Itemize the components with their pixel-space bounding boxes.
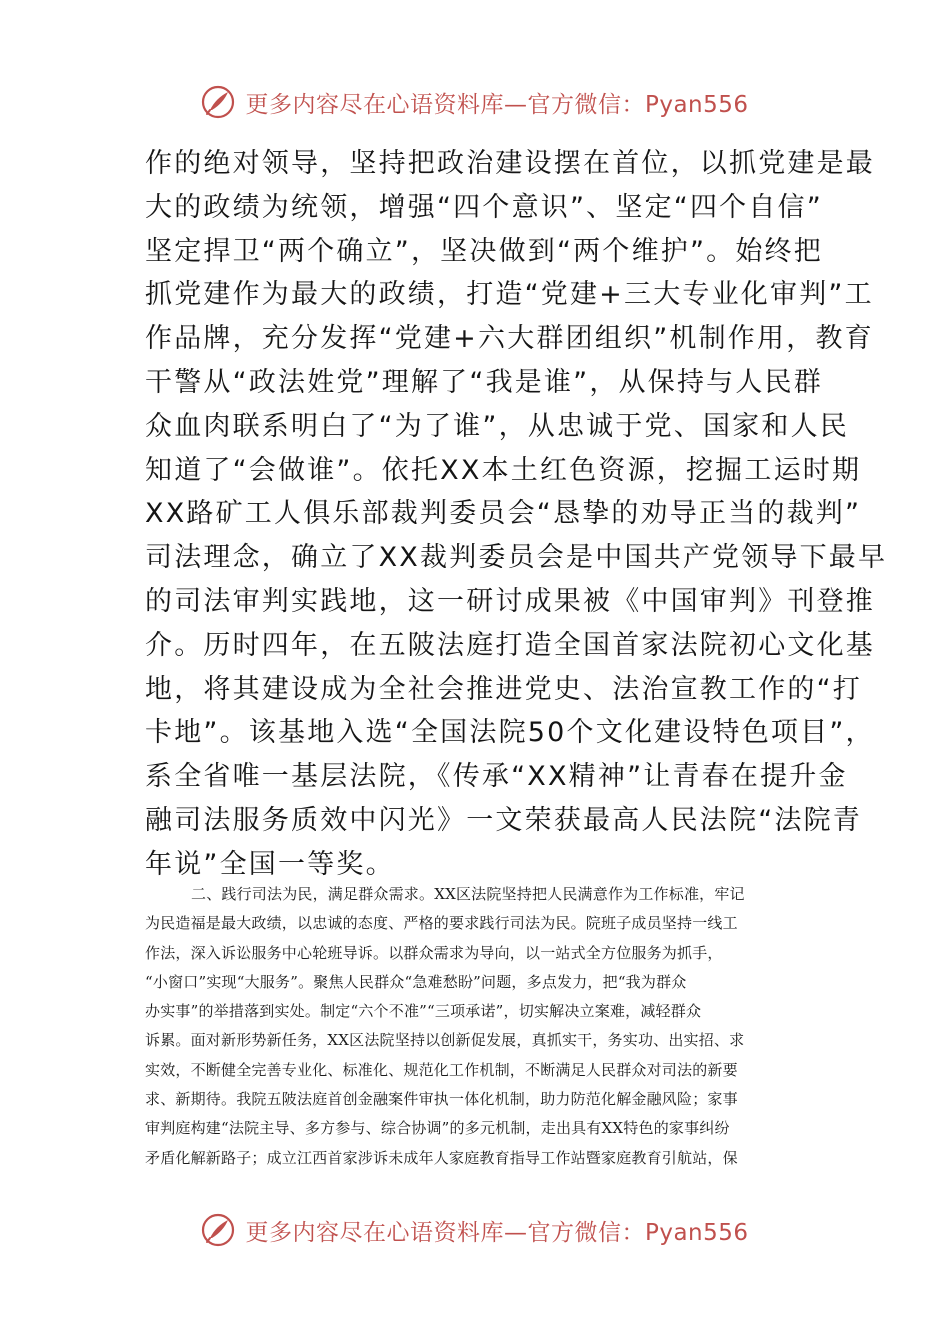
- text-line: 抓党建作为最大的政绩，打造“党建+三大专业化审判”工: [145, 279, 874, 311]
- text-line: 介。历时四年，在五陂法庭打造全国首家法院初心文化基: [145, 629, 875, 661]
- watermark-separator: —: [503, 1219, 528, 1246]
- watermark-label: 官方微信：: [527, 91, 645, 118]
- text-line: 坚定捍卫“两个确立”，坚决做到“两个维护”。始终把: [145, 235, 823, 267]
- text-line: 卡地”。该基地入选“全国法院50个文化建设特色项目”，: [145, 717, 875, 749]
- watermark-separator: —: [503, 91, 528, 118]
- text-line: “小窗口”实现“大服务”。聚焦人民群众“急难愁盼”问题，多点发力，把“我为群众: [145, 972, 687, 991]
- quill-logo-icon: [201, 85, 235, 119]
- footer-watermark: [0, 1208, 950, 1252]
- body-large-paragraph: [145, 142, 888, 887]
- header-watermark: [0, 80, 950, 124]
- text-line: 知道了“会做谁”。依托XX本土红色资源，挖掘工运时期: [145, 454, 862, 486]
- text-line: 众血肉联系明白了“为了谁”，从忠诚于党、国家和人民: [145, 410, 849, 442]
- watermark-handle: Pyan556: [644, 91, 749, 118]
- text-line: 年说”全国一等奖。: [145, 848, 395, 880]
- text-line: 地，将其建设成为全社会推进党史、法治宣教工作的“打: [145, 673, 862, 705]
- text-line: 干警从“政法姓党”理解了“我是谁”，从保持与人民群: [145, 366, 823, 398]
- text-line: 矛盾化解新路子；成立江西首家涉诉未成年人家庭教育指导工作站暨家庭教育引航站，保: [145, 1148, 738, 1167]
- body-small-paragraph: [145, 880, 810, 1173]
- watermark-label: 官方微信：: [527, 1219, 645, 1246]
- text-line: 系全省唯一基层法院，《传承“XX精神”让青春在提升金: [145, 761, 848, 793]
- text-line: 作法，深入诉讼服务中心轮班导诉。以群众需求为导向，以一站式全方位服务为抓手，: [145, 943, 723, 962]
- text-line: 二、践行司法为民，满足群众需求。XX区法院坚持把人民满意作为工作标准，牢记: [191, 885, 745, 903]
- text-line: 大的政绩为统领，增强“四个意识”、坚定“四个自信”: [145, 191, 823, 223]
- quill-logo-icon: [201, 1213, 235, 1247]
- text-line: 实效，不断健全完善专业化、标准化、规范化工作机制，不断满足人民群众对司法的新要: [145, 1060, 738, 1079]
- watermark-brand: 更多内容尽在心语资料库: [245, 1219, 504, 1246]
- text-line: 审判庭构建“法院主导、多方参与、综合协调”的多元机制，走出具有XX特色的家事纠纷: [145, 1119, 730, 1138]
- text-line: 作的绝对领导，坚持把政治建设摆在首位，以抓党建是最: [145, 148, 875, 179]
- text-line: 融司法服务质效中闪光》一文荣获最高人民法院“法院青: [145, 804, 862, 836]
- text-line: 诉累。面对新形势新任务，XX区法院坚持以创新促发展，真抓实干，务实功、出实招、求: [145, 1031, 745, 1050]
- text-line: 作品牌，充分发挥“党建+六大群团组织”机制作用，教育: [145, 323, 874, 355]
- text-line: 求、新期待。我院五陂法庭首创金融案件审执一体化机制，助力防范化解金融风险；家事: [145, 1090, 738, 1109]
- text-line: 司法理念，确立了XX裁判委员会是中国共产党领导下最早: [145, 542, 888, 574]
- watermark-brand: 更多内容尽在心语资料库: [245, 91, 504, 118]
- watermark-handle: Pyan556: [644, 1219, 749, 1246]
- text-line: XX路矿工人俱乐部裁判委员会“恳挚的劝导正当的裁判”: [145, 498, 862, 530]
- watermark-text: [245, 86, 748, 119]
- text-line: 的司法审判实践地，这一研讨成果被《中国审判》刊登推: [145, 585, 875, 617]
- watermark-text: [245, 1214, 748, 1247]
- text-line: 办实事”的举措落到实处。制定“六个不准”“三项承诺”，切实解决立案难，减轻群众: [145, 1002, 702, 1021]
- text-line: 为民造福是最大政绩，以忠诚的态度、严格的要求践行司法为民。院班子成员坚持一线工: [145, 914, 738, 933]
